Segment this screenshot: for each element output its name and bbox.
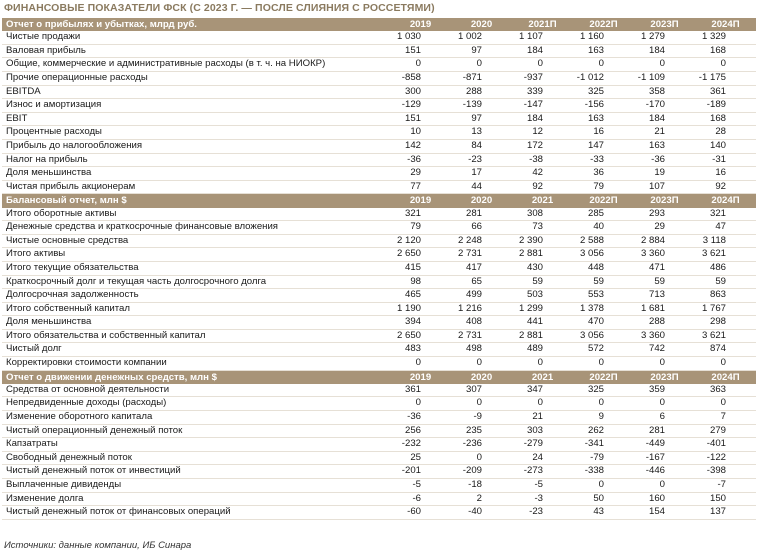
cell-value: 44	[451, 180, 512, 194]
table-row	[2, 506, 756, 520]
table-row	[2, 221, 756, 235]
cell-value: 43	[573, 506, 634, 520]
table-row	[2, 411, 756, 425]
table-row	[2, 58, 756, 72]
year-header: 2020	[451, 194, 512, 208]
cell-value: 0	[695, 357, 756, 371]
cell-value: 361	[390, 384, 451, 397]
row-label: Чистый денежный поток от финансовых операций	[2, 506, 390, 520]
cell-value: 84	[451, 139, 512, 153]
cell-value: 0	[451, 357, 512, 371]
cell-value: 50	[573, 492, 634, 506]
cell-value: 471	[634, 261, 695, 275]
table-row	[2, 248, 756, 262]
cell-value: -129	[390, 99, 451, 113]
cell-value: 2	[451, 492, 512, 506]
cell-value: 66	[451, 221, 512, 235]
cell-value: -36	[390, 153, 451, 167]
cell-value: 184	[512, 112, 573, 126]
cell-value: 2 390	[512, 234, 573, 248]
document-title: ФИНАНСОВЫЕ ПОКАЗАТЕЛИ ФСК (С 2023 Г. — ПОСЛЕ СЛИЯНИЯ С РОССЕТЯМИ)	[4, 2, 435, 14]
cell-value: 77	[390, 180, 451, 194]
cell-value: 0	[512, 397, 573, 411]
cell-value: 256	[390, 424, 451, 438]
cell-value: 16	[573, 126, 634, 140]
cell-value: 97	[451, 112, 512, 126]
cell-value: 3 056	[573, 329, 634, 343]
cell-value: 288	[451, 85, 512, 99]
cell-value: 147	[573, 139, 634, 153]
cell-value: 140	[695, 139, 756, 153]
cell-value: 3 118	[695, 234, 756, 248]
row-label: Чистые основные средства	[2, 234, 390, 248]
cell-value: 1 216	[451, 302, 512, 316]
table-row	[2, 451, 756, 465]
cell-value: 0	[573, 479, 634, 493]
cell-value: -156	[573, 99, 634, 113]
cell-value: 0	[390, 397, 451, 411]
cell-value: 321	[390, 208, 451, 221]
row-label: EBITDA	[2, 85, 390, 99]
cell-value: 2 120	[390, 234, 451, 248]
cell-value: 13	[451, 126, 512, 140]
cell-value: 17	[451, 167, 512, 181]
table-row	[2, 234, 756, 248]
cell-value: 0	[695, 397, 756, 411]
table-row	[2, 153, 756, 167]
cell-value: 321	[695, 208, 756, 221]
cell-value: -446	[634, 465, 695, 479]
row-label: Итого активы	[2, 248, 390, 262]
cell-value: -31	[695, 153, 756, 167]
cell-value: -6	[390, 492, 451, 506]
cell-value: -122	[695, 451, 756, 465]
table-row	[2, 261, 756, 275]
cell-value: 307	[451, 384, 512, 397]
cell-value: -23	[512, 506, 573, 520]
cell-value: 483	[390, 343, 451, 357]
year-header: 2024П	[695, 194, 756, 208]
cell-value: 281	[451, 208, 512, 221]
cell-value: 0	[634, 397, 695, 411]
cell-value: -1 175	[695, 71, 756, 85]
cell-value: 863	[695, 289, 756, 303]
year-header: 2021	[512, 194, 573, 208]
table-row	[2, 343, 756, 357]
row-label: Изменение долга	[2, 492, 390, 506]
cell-value: -871	[451, 71, 512, 85]
cell-value: -209	[451, 465, 512, 479]
table-row	[2, 139, 756, 153]
cell-value: -1 109	[634, 71, 695, 85]
cell-value: 430	[512, 261, 573, 275]
row-label: Общие, коммерческие и административные расходы (в т. ч. на НИОКР)	[2, 58, 390, 72]
row-label: Изменение оборотного капитала	[2, 411, 390, 425]
cell-value: 279	[695, 424, 756, 438]
cell-value: 0	[573, 397, 634, 411]
cell-value: 293	[634, 208, 695, 221]
cell-value: -36	[634, 153, 695, 167]
cell-value: -449	[634, 438, 695, 452]
row-label: Долгосрочная задолженность	[2, 289, 390, 303]
cell-value: 0	[390, 357, 451, 371]
cell-value: -40	[451, 506, 512, 520]
cell-value: 0	[634, 357, 695, 371]
cell-value: -273	[512, 465, 573, 479]
table-row	[2, 329, 756, 343]
table-row	[2, 465, 756, 479]
cell-value: 59	[695, 275, 756, 289]
table-row	[2, 397, 756, 411]
cell-value: 489	[512, 343, 573, 357]
cell-value: -170	[634, 99, 695, 113]
cell-value: 9	[573, 411, 634, 425]
cell-value: 2 731	[451, 329, 512, 343]
cell-value: -5	[390, 479, 451, 493]
cell-value: 142	[390, 139, 451, 153]
cell-value: 0	[451, 451, 512, 465]
cell-value: 2 248	[451, 234, 512, 248]
cell-value: -338	[573, 465, 634, 479]
cell-value: -38	[512, 153, 573, 167]
row-label: Прибыль до налогообложения	[2, 139, 390, 153]
cell-value: 7	[695, 411, 756, 425]
cell-value: 2 881	[512, 248, 573, 262]
cell-value: 394	[390, 316, 451, 330]
cell-value: 1 767	[695, 302, 756, 316]
cell-value: 2 884	[634, 234, 695, 248]
cell-value: -60	[390, 506, 451, 520]
table-row	[2, 357, 756, 371]
cell-value: 0	[695, 58, 756, 72]
row-label: Чистый долг	[2, 343, 390, 357]
year-header: 2023П	[634, 370, 695, 384]
cell-value: 465	[390, 289, 451, 303]
table-row	[2, 112, 756, 126]
cell-value: 262	[573, 424, 634, 438]
year-header: 2019	[390, 18, 451, 31]
table-row	[2, 479, 756, 493]
cell-value: 29	[390, 167, 451, 181]
cell-value: -858	[390, 71, 451, 85]
cell-value: 325	[573, 384, 634, 397]
cell-value: 1 329	[695, 31, 756, 44]
table-row	[2, 31, 756, 44]
row-label: Чистая прибыль акционерам	[2, 180, 390, 194]
cell-value: -937	[512, 71, 573, 85]
financial-table	[2, 18, 756, 520]
year-header: 2020	[451, 18, 512, 31]
cell-value: 498	[451, 343, 512, 357]
cell-value: 300	[390, 85, 451, 99]
table-row	[2, 492, 756, 506]
cell-value: -3	[512, 492, 573, 506]
cell-value: 0	[634, 58, 695, 72]
cell-value: 184	[512, 44, 573, 58]
cell-value: 235	[451, 424, 512, 438]
cell-value: 339	[512, 85, 573, 99]
cell-value: 0	[512, 357, 573, 371]
cell-value: 36	[573, 167, 634, 181]
row-label: Чистый денежный поток от инвестиций	[2, 465, 390, 479]
cell-value: 29	[634, 221, 695, 235]
row-label: Итого собственный капитал	[2, 302, 390, 316]
cell-value: -341	[573, 438, 634, 452]
cell-value: 107	[634, 180, 695, 194]
cell-value: 163	[573, 112, 634, 126]
cell-value: 2 588	[573, 234, 634, 248]
cell-value: 742	[634, 343, 695, 357]
cell-value: 0	[390, 58, 451, 72]
cell-value: -401	[695, 438, 756, 452]
year-header: 2022П	[573, 18, 634, 31]
cell-value: 1 299	[512, 302, 573, 316]
section-header	[2, 18, 756, 31]
row-label: Прочие операционные расходы	[2, 71, 390, 85]
year-header: 2020	[451, 370, 512, 384]
cell-value: 19	[634, 167, 695, 181]
cell-value: 0	[573, 357, 634, 371]
cell-value: 347	[512, 384, 573, 397]
row-label: Итого оборотные активы	[2, 208, 390, 221]
cell-value: 486	[695, 261, 756, 275]
cell-value: 6	[634, 411, 695, 425]
cell-value: 79	[390, 221, 451, 235]
cell-value: 288	[634, 316, 695, 330]
cell-value: 0	[451, 397, 512, 411]
cell-value: -189	[695, 99, 756, 113]
cell-value: 59	[573, 275, 634, 289]
cell-value: 10	[390, 126, 451, 140]
table-row	[2, 44, 756, 58]
cell-value: 408	[451, 316, 512, 330]
cell-value: 79	[573, 180, 634, 194]
cell-value: -9	[451, 411, 512, 425]
cell-value: 137	[695, 506, 756, 520]
cell-value: 16	[695, 167, 756, 181]
row-label: Итого текущие обязательства	[2, 261, 390, 275]
cell-value: 358	[634, 85, 695, 99]
cell-value: 12	[512, 126, 573, 140]
cell-value: 553	[573, 289, 634, 303]
table-row	[2, 289, 756, 303]
year-header: 2021	[512, 370, 573, 384]
cell-value: 151	[390, 44, 451, 58]
cell-value: -139	[451, 99, 512, 113]
cell-value: -232	[390, 438, 451, 452]
cell-value: 2 731	[451, 248, 512, 262]
table-row	[2, 424, 756, 438]
cell-value: -147	[512, 99, 573, 113]
source-note: Источники: данные компании, ИБ Синара	[4, 540, 192, 551]
cell-value: 441	[512, 316, 573, 330]
cell-value: -36	[390, 411, 451, 425]
cell-value: 363	[695, 384, 756, 397]
cell-value: 92	[512, 180, 573, 194]
cell-value: 21	[512, 411, 573, 425]
cell-value: 3 360	[634, 329, 695, 343]
cell-value: 47	[695, 221, 756, 235]
cell-value: -23	[451, 153, 512, 167]
cell-value: 303	[512, 424, 573, 438]
row-label: Непредвиденные доходы (расходы)	[2, 397, 390, 411]
row-label: Средства от основной деятельности	[2, 384, 390, 397]
cell-value: 98	[390, 275, 451, 289]
cell-value: 2 650	[390, 329, 451, 343]
cell-value: 2 650	[390, 248, 451, 262]
cell-value: -1 012	[573, 71, 634, 85]
cell-value: 40	[573, 221, 634, 235]
cell-value: 97	[451, 44, 512, 58]
cell-value: 298	[695, 316, 756, 330]
table-row	[2, 208, 756, 221]
table-row	[2, 99, 756, 113]
cell-value: 154	[634, 506, 695, 520]
cell-value: 42	[512, 167, 573, 181]
cell-value: 24	[512, 451, 573, 465]
cell-value: 28	[695, 126, 756, 140]
cell-value: -7	[695, 479, 756, 493]
row-label: Капзатраты	[2, 438, 390, 452]
cell-value: -398	[695, 465, 756, 479]
year-header: 2021П	[512, 18, 573, 31]
cell-value: 163	[573, 44, 634, 58]
cell-value: 1 681	[634, 302, 695, 316]
cell-value: 3 360	[634, 248, 695, 262]
cell-value: 359	[634, 384, 695, 397]
cell-value: 325	[573, 85, 634, 99]
table-row	[2, 85, 756, 99]
year-header: 2019	[390, 370, 451, 384]
cell-value: 92	[695, 180, 756, 194]
cell-value: 59	[512, 275, 573, 289]
year-header: 2024П	[695, 18, 756, 31]
section-title: Балансовый отчет, млн $	[2, 194, 390, 208]
cell-value: 0	[451, 58, 512, 72]
row-label: Корректировки стоимости компании	[2, 357, 390, 371]
row-label: Выплаченные дивиденды	[2, 479, 390, 493]
year-header: 2019	[390, 194, 451, 208]
cell-value: -236	[451, 438, 512, 452]
table-row	[2, 438, 756, 452]
row-label: Износ и амортизация	[2, 99, 390, 113]
table-row	[2, 180, 756, 194]
cell-value: -201	[390, 465, 451, 479]
cell-value: 1 002	[451, 31, 512, 44]
cell-value: 2 881	[512, 329, 573, 343]
cell-value: -18	[451, 479, 512, 493]
row-label: Чистый операционный денежный поток	[2, 424, 390, 438]
cell-value: 150	[695, 492, 756, 506]
row-label: EBIT	[2, 112, 390, 126]
cell-value: -279	[512, 438, 573, 452]
section-title: Отчет о движении денежных средств, млн $	[2, 370, 390, 384]
row-label: Чистые продажи	[2, 31, 390, 44]
cell-value: 448	[573, 261, 634, 275]
cell-value: 415	[390, 261, 451, 275]
cell-value: 874	[695, 343, 756, 357]
year-header: 2023П	[634, 194, 695, 208]
cell-value: 281	[634, 424, 695, 438]
cell-value: 1 160	[573, 31, 634, 44]
row-label: Краткосрочный долг и текущая часть долгосрочного долга	[2, 275, 390, 289]
cell-value: 503	[512, 289, 573, 303]
table-row	[2, 275, 756, 289]
cell-value: 308	[512, 208, 573, 221]
year-header: 2023П	[634, 18, 695, 31]
table-row	[2, 71, 756, 85]
cell-value: 168	[695, 112, 756, 126]
row-label: Доля меньшинства	[2, 316, 390, 330]
cell-value: 160	[634, 492, 695, 506]
cell-value: 172	[512, 139, 573, 153]
cell-value: -79	[573, 451, 634, 465]
cell-value: 163	[634, 139, 695, 153]
row-label: Денежные средства и краткосрочные финансовые вложения	[2, 221, 390, 235]
row-label: Налог на прибыль	[2, 153, 390, 167]
cell-value: 0	[634, 479, 695, 493]
cell-value: 3 621	[695, 248, 756, 262]
section-header	[2, 370, 756, 384]
cell-value: 1 030	[390, 31, 451, 44]
cell-value: 21	[634, 126, 695, 140]
cell-value: 184	[634, 44, 695, 58]
table-row	[2, 316, 756, 330]
cell-value: 470	[573, 316, 634, 330]
year-header: 2022П	[573, 194, 634, 208]
row-label: Свободный денежный поток	[2, 451, 390, 465]
cell-value: 65	[451, 275, 512, 289]
cell-value: 1 107	[512, 31, 573, 44]
table-row	[2, 126, 756, 140]
cell-value: 184	[634, 112, 695, 126]
cell-value: 168	[695, 44, 756, 58]
cell-value: 285	[573, 208, 634, 221]
cell-value: 499	[451, 289, 512, 303]
cell-value: -167	[634, 451, 695, 465]
cell-value: 1 378	[573, 302, 634, 316]
table-row	[2, 167, 756, 181]
year-header: 2022П	[573, 370, 634, 384]
row-label: Процентные расходы	[2, 126, 390, 140]
table-row	[2, 384, 756, 397]
table-row	[2, 302, 756, 316]
cell-value: 59	[634, 275, 695, 289]
row-label: Доля меньшинства	[2, 167, 390, 181]
cell-value: 1 190	[390, 302, 451, 316]
cell-value: 0	[512, 58, 573, 72]
row-label: Валовая прибыль	[2, 44, 390, 58]
cell-value: 713	[634, 289, 695, 303]
cell-value: 1 279	[634, 31, 695, 44]
year-header: 2024П	[695, 370, 756, 384]
cell-value: 73	[512, 221, 573, 235]
cell-value: 0	[573, 58, 634, 72]
cell-value: -33	[573, 153, 634, 167]
cell-value: 25	[390, 451, 451, 465]
cell-value: 417	[451, 261, 512, 275]
cell-value: 3 056	[573, 248, 634, 262]
cell-value: 3 621	[695, 329, 756, 343]
row-label: Итого обязательства и собственный капитал	[2, 329, 390, 343]
cell-value: 151	[390, 112, 451, 126]
section-title: Отчет о прибылях и убытках, млрд руб.	[2, 18, 390, 31]
cell-value: 572	[573, 343, 634, 357]
cell-value: -5	[512, 479, 573, 493]
cell-value: 361	[695, 85, 756, 99]
section-header	[2, 194, 756, 208]
